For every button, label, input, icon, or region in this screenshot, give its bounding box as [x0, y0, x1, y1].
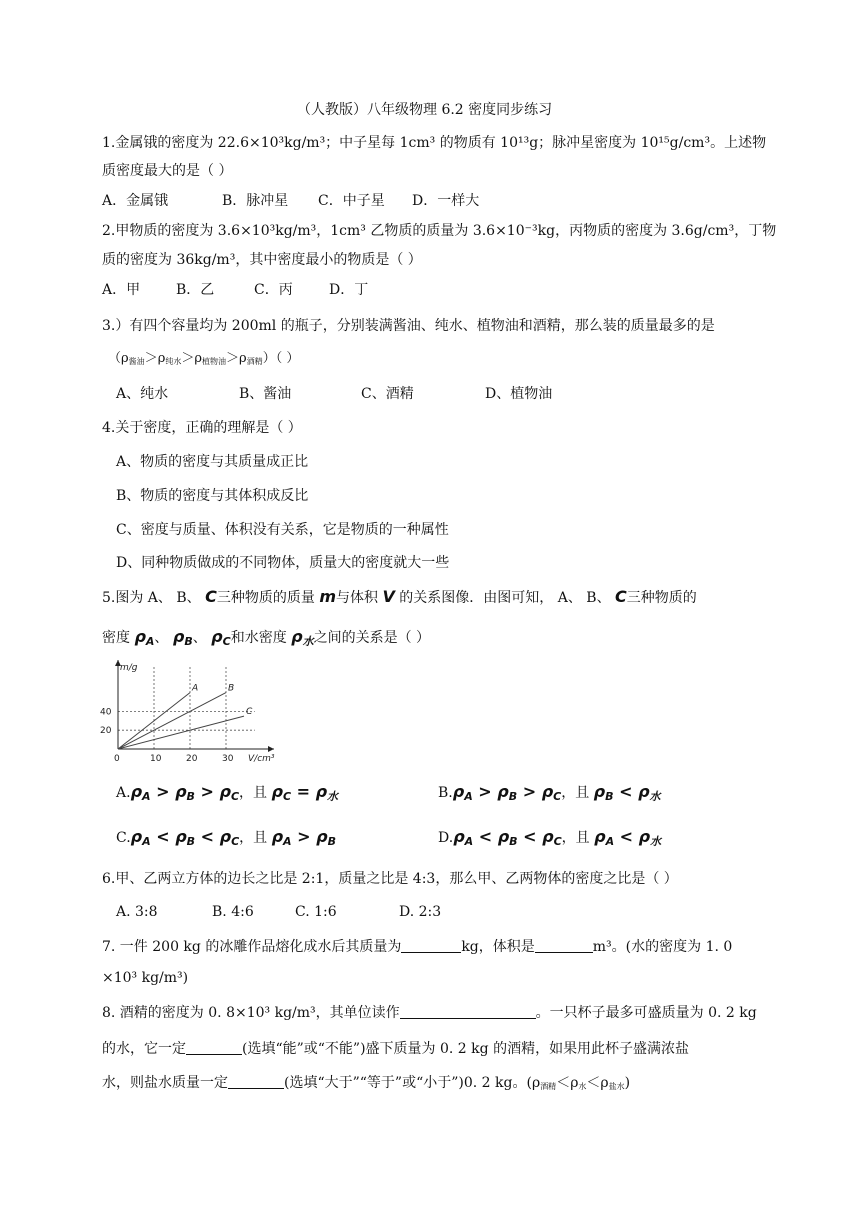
series-line-c [118, 716, 244, 749]
q1-stem-line2: 质密度最大的是（ ） [102, 163, 233, 179]
q6-option-d: D. 2:3 [399, 904, 442, 920]
q3-density-order: $(\rho_{酱油}>\rho_{纯水}>\rho_{植物油}>\rho_{酒精})$（ ） [108, 351, 300, 366]
q6-option-a: A. 3:8 [116, 904, 158, 920]
x-tick-label: 20 [186, 754, 198, 764]
q4-option-c: C、密度与质量、体积没有关系，它是物质的一种属性 [116, 522, 449, 538]
q4-option-d: D、同种物质做成的不同物体，质量大的密度就大一些 [116, 555, 450, 571]
q6-option-b: B. 4:6 [212, 904, 254, 920]
q3-option-d: D、植物油 [485, 386, 553, 402]
q4-stem: 4.关于密度，正确的理解是（ ） [102, 420, 302, 436]
q5-option-a: A.ρA > ρB > ρC，且 ρC = ρ水 [116, 782, 339, 803]
page-title: （人教版）八年级物理 6.2 密度同步练习 [297, 102, 553, 118]
q2-stem-line2: 质的密度为 36kg/m³，其中密度最小的物质是（ ） [102, 252, 422, 268]
q2-option-d: D．丁 [329, 282, 369, 298]
q5-option-c: C.ρA < ρB < ρC，且 ρA > ρB [116, 827, 336, 848]
mass-volume-graph [98, 654, 288, 772]
q8-blank-can[interactable] [186, 1040, 242, 1055]
q2-option-c: C．丙 [254, 282, 293, 298]
series-line-b [118, 693, 226, 749]
q7-stem-line2: ×10³ kg/m³) [102, 970, 189, 986]
y-tick-label: 20 [100, 726, 112, 737]
q8-blank-compare[interactable] [228, 1074, 284, 1089]
q1-option-b: B．脉冲星 [222, 193, 289, 209]
q1-stem-line1: 1.金属锇的密度为 22.6×10³kg/m³；中子星每 1cm³ 的物质有 10¹³g；脉冲星密度为 10¹⁵g/cm³。上述物 [102, 135, 767, 151]
x-tick-label: 30 [222, 754, 234, 764]
q1-option-d: D．一样大 [412, 193, 480, 209]
q1-option-a: A．金属锇 [102, 193, 169, 209]
q5-option-b: B.ρA > ρB > ρC，且 ρB < ρ水 [438, 782, 661, 803]
q3-stem-line1: 3.）有四个容量均为 200ml 的瓶子，分别装满酱油、纯水、植物油和酒精，那么装的质量最多的是 [102, 318, 715, 334]
q7-stem-line1: 7. 一件 200 kg 的冰雕作品熔化成水后其质量为 kg，体积是 m³。(水的密度为 1. 0 [102, 939, 733, 955]
q5-stem-line1: 5.图为 A、 B、 C三种物质的质量 m与体积 V 的关系图像．由图可知， A、 B、 C三种物质的 [102, 587, 697, 606]
y-axis-label: m/g [120, 663, 138, 673]
y-tick-label: 40 [100, 707, 112, 718]
q8-stem-line2: 的水，它一定 (选填“能”或“不能”)盛下质量为 0. 2 kg 的酒精，如果用此杯子盛满浓盐 [102, 1041, 690, 1057]
q2-option-a: A．甲 [102, 282, 141, 298]
q2-option-b: B．乙 [176, 282, 215, 298]
q7-blank-volume[interactable] [535, 938, 593, 953]
q8-stem-line1: 8. 酒精的密度为 0. 8×10³ kg/m³，其单位读作 。一只杯子最多可盛质量为 0. 2 kg [102, 1005, 757, 1021]
q3-option-c: C、酒精 [361, 386, 414, 402]
q5-option-d: D.ρA < ρB < ρC，且 ρA < ρ水 [438, 827, 662, 848]
q6-option-c: C. 1:6 [295, 904, 337, 920]
q8-stem-line3: 水，则盐水质量一定 (选填“大于”“等于”或“小于”)0. 2 kg。$(\rho_{酒精}<\rho_水<\rho_{盐水})$ [102, 1075, 631, 1091]
q1-option-c: C．中子星 [318, 193, 385, 209]
q6-stem: 6.甲、乙两立方体的边长之比是 2:1，质量之比是 4:3，那么甲、乙两物体的密度之比是（ ） [102, 871, 678, 887]
x-tick-label: 0 [114, 754, 120, 764]
series-label-b: B [228, 683, 235, 694]
q4-option-a: A、物质的密度与其质量成正比 [116, 454, 309, 470]
x-axis-label: V/cm³ [248, 754, 275, 764]
x-axis-arrow [268, 746, 274, 752]
q3-option-b: B、酱油 [239, 386, 292, 402]
series-label-c: C [246, 707, 253, 718]
q3-option-a: A、纯水 [116, 386, 169, 402]
q2-stem-line1: 2.甲物质的密度为 3.6×10³kg/m³，1cm³ 乙物质的质量为 3.6×10⁻³kg，丙物质的密度为 3.6g/cm³，丁物 [102, 223, 777, 239]
q7-blank-mass[interactable] [401, 938, 461, 953]
q4-option-b: B、物质的密度与其体积成反比 [116, 488, 309, 504]
q8-blank-unit[interactable] [400, 1004, 536, 1019]
x-tick-label: 10 [150, 754, 162, 764]
q5-stem-line2: 密度 ρA、 ρB、 ρC和水密度 ρ水之间的关系是（ ） [102, 627, 431, 648]
series-label-a: A [192, 683, 199, 694]
